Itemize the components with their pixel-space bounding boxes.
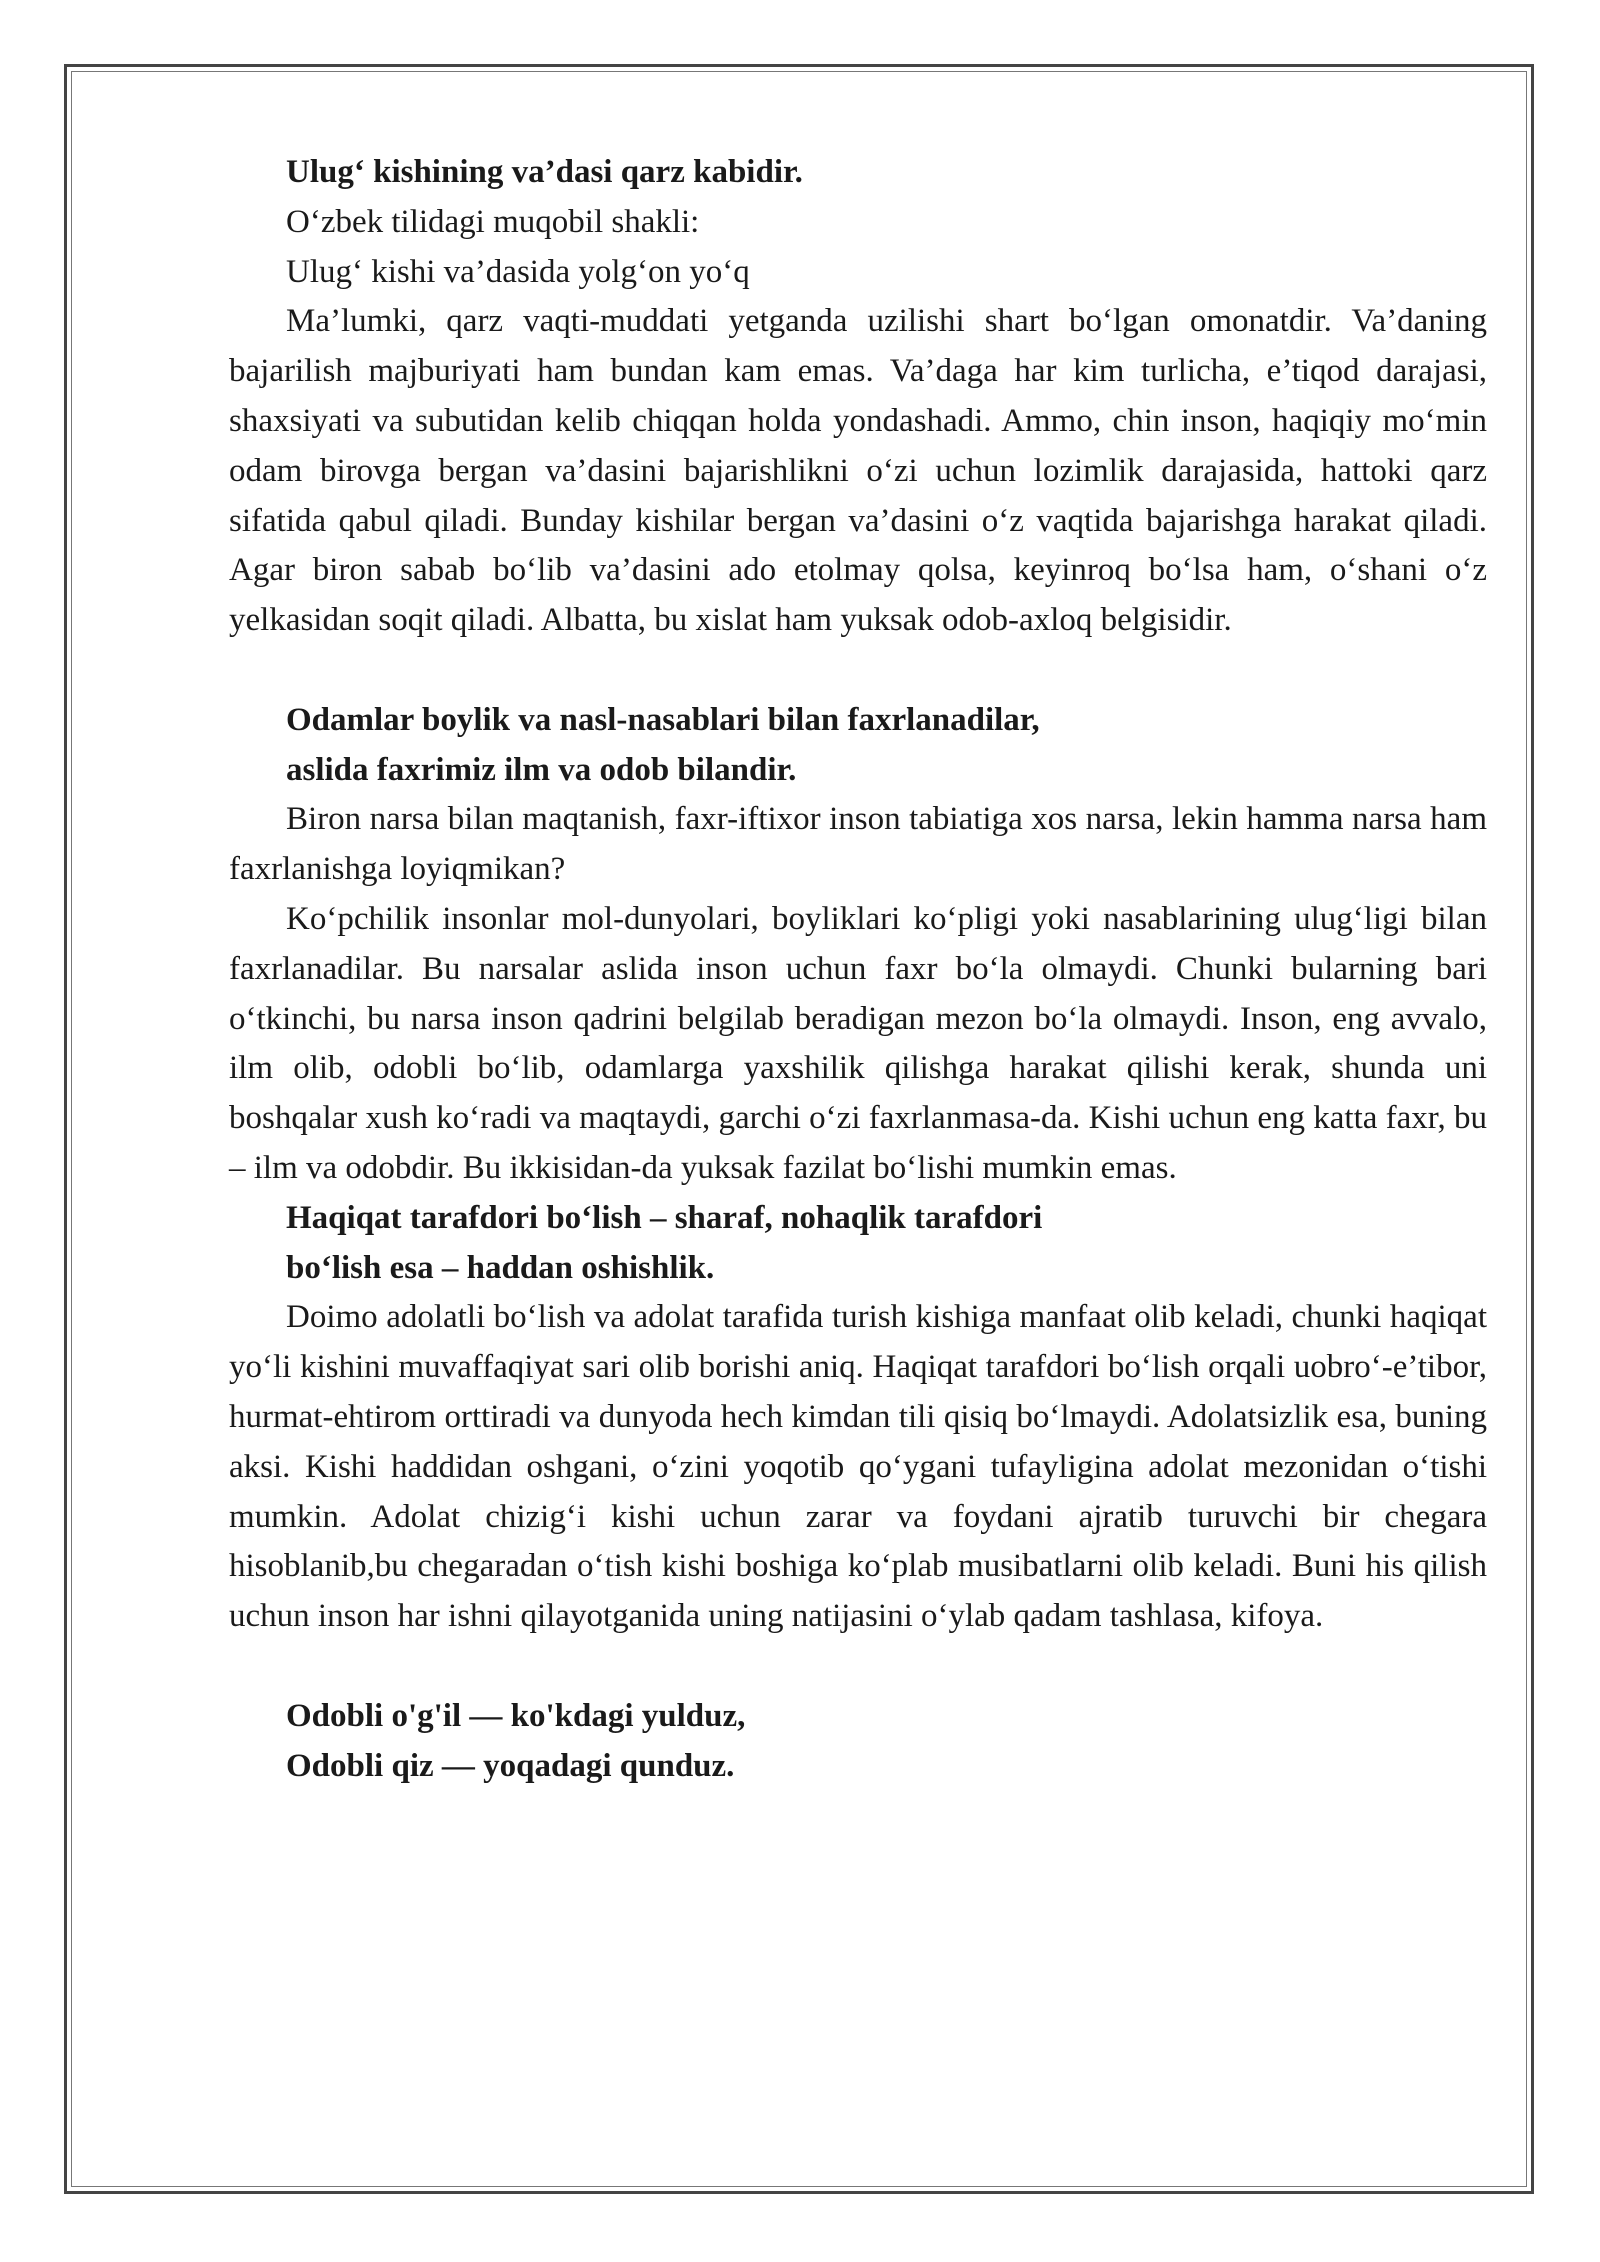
document-body: [229, 148, 1487, 1791]
proverb-heading-4-line-1: Odobli o'g'il — ko'kdagi yulduz,: [286, 1697, 746, 1734]
equivalent-proverb: Ulug‘ kishi va’dasida yolg‘on yo‘q: [286, 253, 750, 290]
paragraph-1: Ma’lumki, qarz vaqti-muddati yetganda uzilishi shart bo‘lgan omonatdir. Va’daning bajarilish majburiyati ham bundan kam emas. Va’daga har kim turlicha, e’tiqod darajasi, shaxsiyati va subutidan kelib chiqqan holda yondashadi. Ammo, chin inson, haqiqiy mo‘min odam birovga bergan va’dasini bajarishlikni o‘zi uchun lozimlik darajasida, hattoki qarz sifatida qabul qiladi. Bunday kishilar bergan va’dasini o‘z vaqtida bajarishga harakat qiladi. Agar biron sabab bo‘lib va’dasini ado etolmay qolsa, keyinroq bo‘lsa ham, o‘shani o‘z yelkasidan soqit qiladi. Albatta, bu xislat ham yuksak odob-axloq belgisidir.: [229, 303, 1487, 639]
proverb-heading-3-line-2: bo‘lish esa – haddan oshishlik.: [286, 1249, 715, 1286]
proverb-heading-4-line-2: Odobli qiz — yoqadagi qunduz.: [286, 1747, 735, 1784]
equivalent-label: O‘zbek tilidagi muqobil shakli:: [286, 203, 700, 240]
paragraph-3: Ko‘pchilik insonlar mol-dunyolari, boyliklari ko‘pligi yoki nasablarining ulug‘ligi bilan faxrlanadilar. Bu narsalar aslida inson uchun faxr bo‘la olmaydi. Chunki bularning bari o‘tkinchi, bu narsa inson qadrini belgilab beradigan mezon bo‘la olmaydi. Inson, eng avvalo, ilm olib, odobli bo‘lib, odamlarga yaxshilik qilishga harakat qilishi kerak, shunda uni boshqalar xush ko‘radi va maqtaydi, garchi o‘zi faxrlanmasa-da. Kishi uchun eng katta faxr, bu – ilm va odobdir. Bu ikkisidan-da yuksak fazilat bo‘lishi mumkin emas.: [229, 900, 1487, 1186]
proverb-heading-1: Ulug‘ kishining va’dasi qarz kabidir.: [286, 154, 803, 190]
spacer: [229, 1642, 1487, 1692]
paragraph-4: Doimo adolatli bo‘lish va adolat tarafida turish kishiga manfaat olib keladi, chunki haqiqat yo‘li kishini muvaffaqiyat sari olib borishi aniq. Haqiqat tarafdori bo‘lish orqali uobro‘-e’tibor, hurmat-ehtirom orttiradi va dunyoda hech kimdan tili qisiq bo‘lmaydi. Adolatsizlik esa, buning aksi. Kishi haddidan oshgani, o‘zini yoqotib qo‘ygani tufayligina adolat mezonidan o‘tishi mumkin. Adolat chizig‘i kishi uchun zarar va foydani ajratib turuvchi bir chegara hisoblanib,bu chegaradan o‘tish kishi boshiga ko‘plab musibatlarni olib keladi. Buni his qilish uchun inson har ishni qilayotganida uning natijasini o‘ylab qadam tashlasa, kifoya.: [229, 1299, 1487, 1635]
spacer: [229, 646, 1487, 696]
paragraph-2: Biron narsa bilan maqtanish, faxr-iftixor inson tabiatiga xos narsa, lekin hamma narsa ham faxrlanishga loyiqmikan?: [229, 801, 1487, 888]
proverb-heading-2-line-2: aslida faxrimiz ilm va odob bilandir.: [286, 751, 797, 788]
proverb-heading-3-line-1: Haqiqat tarafdori bo‘lish – sharaf, nohaqlik tarafdori: [286, 1199, 1043, 1236]
proverb-heading-2-line-1: Odamlar boylik va nasl-nasablari bilan faxrlanadilar,: [286, 701, 1040, 738]
